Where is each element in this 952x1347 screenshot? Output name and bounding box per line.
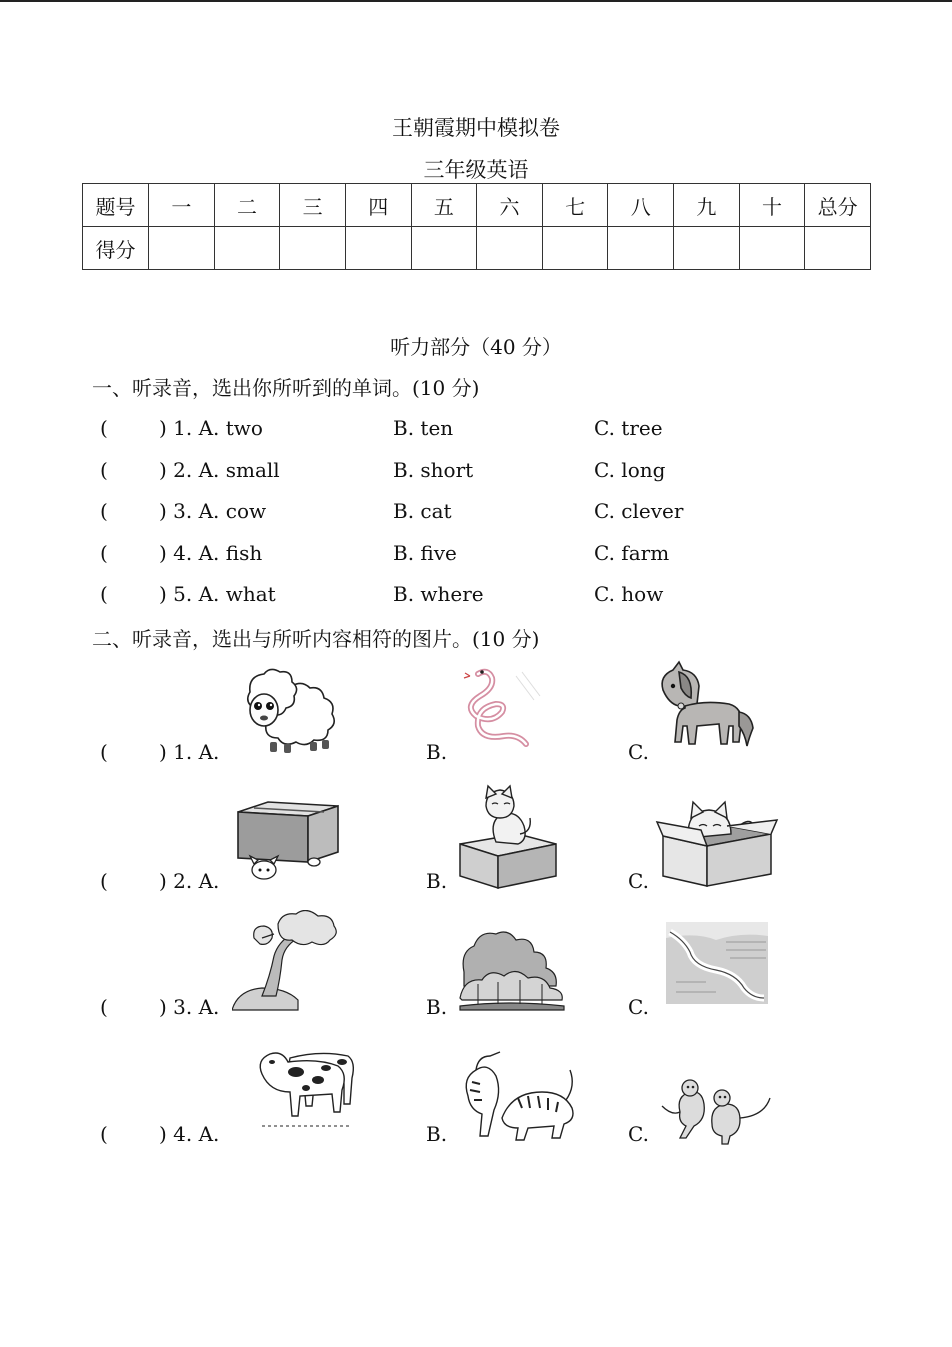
question-option-b: B. [426, 740, 448, 764]
score-header-cell: 五 [411, 184, 477, 227]
question-option-b: B. [426, 1122, 448, 1146]
score-input-cell[interactable] [608, 227, 674, 270]
score-header-cell: 八 [608, 184, 674, 227]
answer-paren[interactable]: ( [100, 582, 108, 606]
score-input-cell[interactable] [674, 227, 740, 270]
score-table [82, 183, 871, 270]
section2-title: 二、听录音，选出与所听内容相符的图片。(10 分) [92, 627, 540, 651]
answer-paren[interactable]: ( [100, 499, 108, 523]
score-header-cell: 九 [674, 184, 740, 227]
score-input-cell[interactable] [805, 227, 871, 270]
cat-in-box-picture[interactable] [655, 796, 779, 890]
tigers-picture[interactable] [458, 1048, 582, 1144]
answer-paren[interactable]: ( [100, 1122, 108, 1146]
question-option-a: ) 1. A. two [159, 416, 263, 440]
question-option-b: B. short [393, 458, 474, 482]
answer-paren[interactable]: ( [100, 869, 108, 893]
question-option-a: ) 3. A. cow [159, 499, 267, 523]
cat-under-box-picture[interactable] [234, 800, 340, 892]
question-option-b: B. five [393, 541, 457, 565]
score-row-label: 得分 [83, 227, 149, 270]
question-option-a: ) 2. A. [159, 869, 220, 893]
question-option-c: C. [628, 869, 649, 893]
score-header-cell: 总分 [805, 184, 871, 227]
question-option-c: C. farm [594, 541, 670, 565]
page-subtitle: 三年级英语 [423, 158, 529, 182]
question-option-b: B. [426, 869, 448, 893]
question-option-a: ) 3. A. [159, 995, 220, 1019]
question-option-c: C. [628, 995, 649, 1019]
horse-picture[interactable] [655, 660, 757, 760]
score-header-cell: 十 [739, 184, 805, 227]
question-option-b: B. cat [393, 499, 452, 523]
score-table-header-row [83, 184, 871, 227]
tree-picture[interactable] [232, 910, 338, 1012]
answer-paren[interactable]: ( [100, 458, 108, 482]
score-header-cell: 三 [280, 184, 346, 227]
question-option-c: C. [628, 1122, 649, 1146]
score-input-cell[interactable] [345, 227, 411, 270]
score-input-cell[interactable] [739, 227, 805, 270]
section1-title: 一、听录音，选出你所听到的单词。(10 分) [92, 376, 480, 400]
river-picture[interactable] [666, 922, 768, 1004]
score-header-cell: 题号 [83, 184, 149, 227]
score-header-cell: 二 [214, 184, 280, 227]
score-table-score-row [83, 227, 871, 270]
snake-picture[interactable] [456, 660, 544, 748]
monkeys-picture[interactable] [660, 1072, 776, 1146]
question-option-a: ) 4. A. fish [159, 541, 263, 565]
question-option-b: B. where [393, 582, 484, 606]
top-rule [0, 0, 952, 2]
score-input-cell[interactable] [542, 227, 608, 270]
question-option-a: ) 2. A. small [159, 458, 280, 482]
question-option-a: ) 1. A. [159, 740, 220, 764]
question-option-c: C. how [594, 582, 664, 606]
question-option-c: C. clever [594, 499, 684, 523]
score-input-cell[interactable] [149, 227, 215, 270]
page-title: 王朝霞期中模拟卷 [392, 116, 560, 140]
answer-paren[interactable]: ( [100, 995, 108, 1019]
score-input-cell[interactable] [214, 227, 280, 270]
answer-paren[interactable]: ( [100, 416, 108, 440]
question-option-c: C. tree [594, 416, 663, 440]
question-option-c: C. [628, 740, 649, 764]
score-header-cell: 六 [477, 184, 543, 227]
score-header-cell: 七 [542, 184, 608, 227]
listening-heading: 听力部分（40 分） [390, 335, 562, 359]
score-input-cell[interactable] [280, 227, 346, 270]
question-option-a: ) 4. A. [159, 1122, 220, 1146]
question-option-a: ) 5. A. what [159, 582, 276, 606]
cows-picture[interactable] [256, 1044, 358, 1130]
score-header-cell: 四 [345, 184, 411, 227]
answer-paren[interactable]: ( [100, 541, 108, 565]
question-option-c: C. long [594, 458, 666, 482]
cat-on-box-picture[interactable] [456, 784, 560, 890]
score-input-cell[interactable] [411, 227, 477, 270]
forest-picture[interactable] [458, 928, 566, 1012]
score-input-cell[interactable] [477, 227, 543, 270]
sheep-picture[interactable] [236, 668, 342, 760]
score-header-cell: 一 [149, 184, 215, 227]
question-option-b: B. [426, 995, 448, 1019]
question-option-b: B. ten [393, 416, 454, 440]
answer-paren[interactable]: ( [100, 740, 108, 764]
